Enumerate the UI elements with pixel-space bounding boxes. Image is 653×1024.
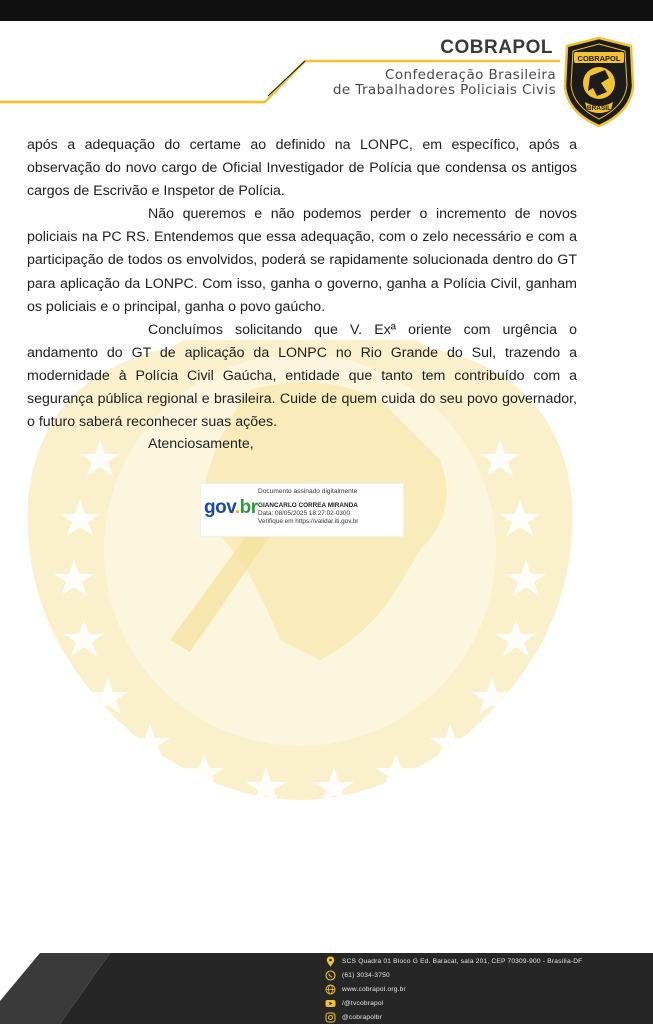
instagram-text[interactable]: @cobrapolbr xyxy=(342,1013,383,1021)
paragraph-3: Concluímos solicitando que V. Exª oriente com urgência o andamento do GT de aplicação da LONPC no Rio Grande do Sul, trazendo a modernidade à Polícia Civil Gaúcha, entidade que tanto tem contribuído com a segurança pública regional e brasileira. Cuide de quem cuida do seu povo governador, o futuro saberá reconhecer suas ações. xyxy=(27,321,577,431)
org-subtitle-line-1: Confederação Brasileira xyxy=(385,67,556,83)
globe-icon xyxy=(325,984,336,995)
govbr-logo-dot: . xyxy=(234,497,240,518)
top-black-bar xyxy=(0,0,653,21)
closing-salutation: Atenciosamente, xyxy=(148,436,254,452)
digital-signature-stamp xyxy=(201,484,403,536)
org-subtitle-line-2: de Trabalhadores Policiais Civis xyxy=(332,82,556,98)
youtube-text[interactable]: /@tvcobrapol xyxy=(342,999,384,1007)
location-pin-icon xyxy=(325,956,336,967)
footer-youtube[interactable] xyxy=(325,996,383,1010)
cobrapol-badge-logo xyxy=(561,36,637,128)
signature-caption: Documento assinado digitalmente xyxy=(258,488,358,495)
paragraph-2: Não queremos e não podemos perder o incremento de novos policiais na PC RS. Entendemos que essa adequação, com o zelo necessário e com a participação de todos os envolvidos, poderá se rapidamente solucionada dentro do GT para aplicação da LONPC. Com isso, ganha o governo, ganha a Polícia Civil, ganham os policiais e o principal, ganha o povo gaúcho. xyxy=(27,206,577,315)
youtube-icon xyxy=(325,998,336,1009)
phone-text: (61) 3034-3750 xyxy=(342,971,390,979)
govbr-logo-br: br xyxy=(239,497,258,518)
govbr-logo xyxy=(204,497,258,519)
website-text[interactable]: www.cobrapol.org.br xyxy=(342,985,406,993)
svg-text:COBRAPOL: COBRAPOL xyxy=(577,54,621,63)
signature-verify-link[interactable]: Verifique em https://validar.iti.gov.br xyxy=(258,518,359,525)
address-text: SCS Quadra 01 Bloco G Ed. Baracat, sala 201, CEP 70309-900 - Brasília-DF xyxy=(342,957,583,965)
footer-address xyxy=(325,954,582,968)
footer-contact-bar xyxy=(0,941,653,1024)
letterhead xyxy=(0,21,653,131)
signature-date: Data: 08/05/2025 18:27:02-0300 xyxy=(258,510,351,517)
footer-instagram[interactable] xyxy=(325,1010,382,1024)
instagram-icon xyxy=(325,1012,336,1023)
govbr-logo-gov: gov xyxy=(204,497,235,518)
signer-name: GIANCARLO CORREA MIRANDA xyxy=(258,502,358,509)
org-name: COBRAPOL xyxy=(440,37,553,58)
whatsapp-icon xyxy=(325,970,336,981)
letter-body xyxy=(27,134,577,434)
footer-phone xyxy=(325,968,390,982)
svg-text:BRASIL: BRASIL xyxy=(586,105,612,112)
paragraph-1: após a adequação do certame ao definido na LONPC, em específico, após a observação do novo cargo de Oficial Investigador de Polícia que condensa os antigos cargos de Escrivão e Inspetor de Polícia. xyxy=(27,137,577,200)
footer-website[interactable] xyxy=(325,982,406,996)
